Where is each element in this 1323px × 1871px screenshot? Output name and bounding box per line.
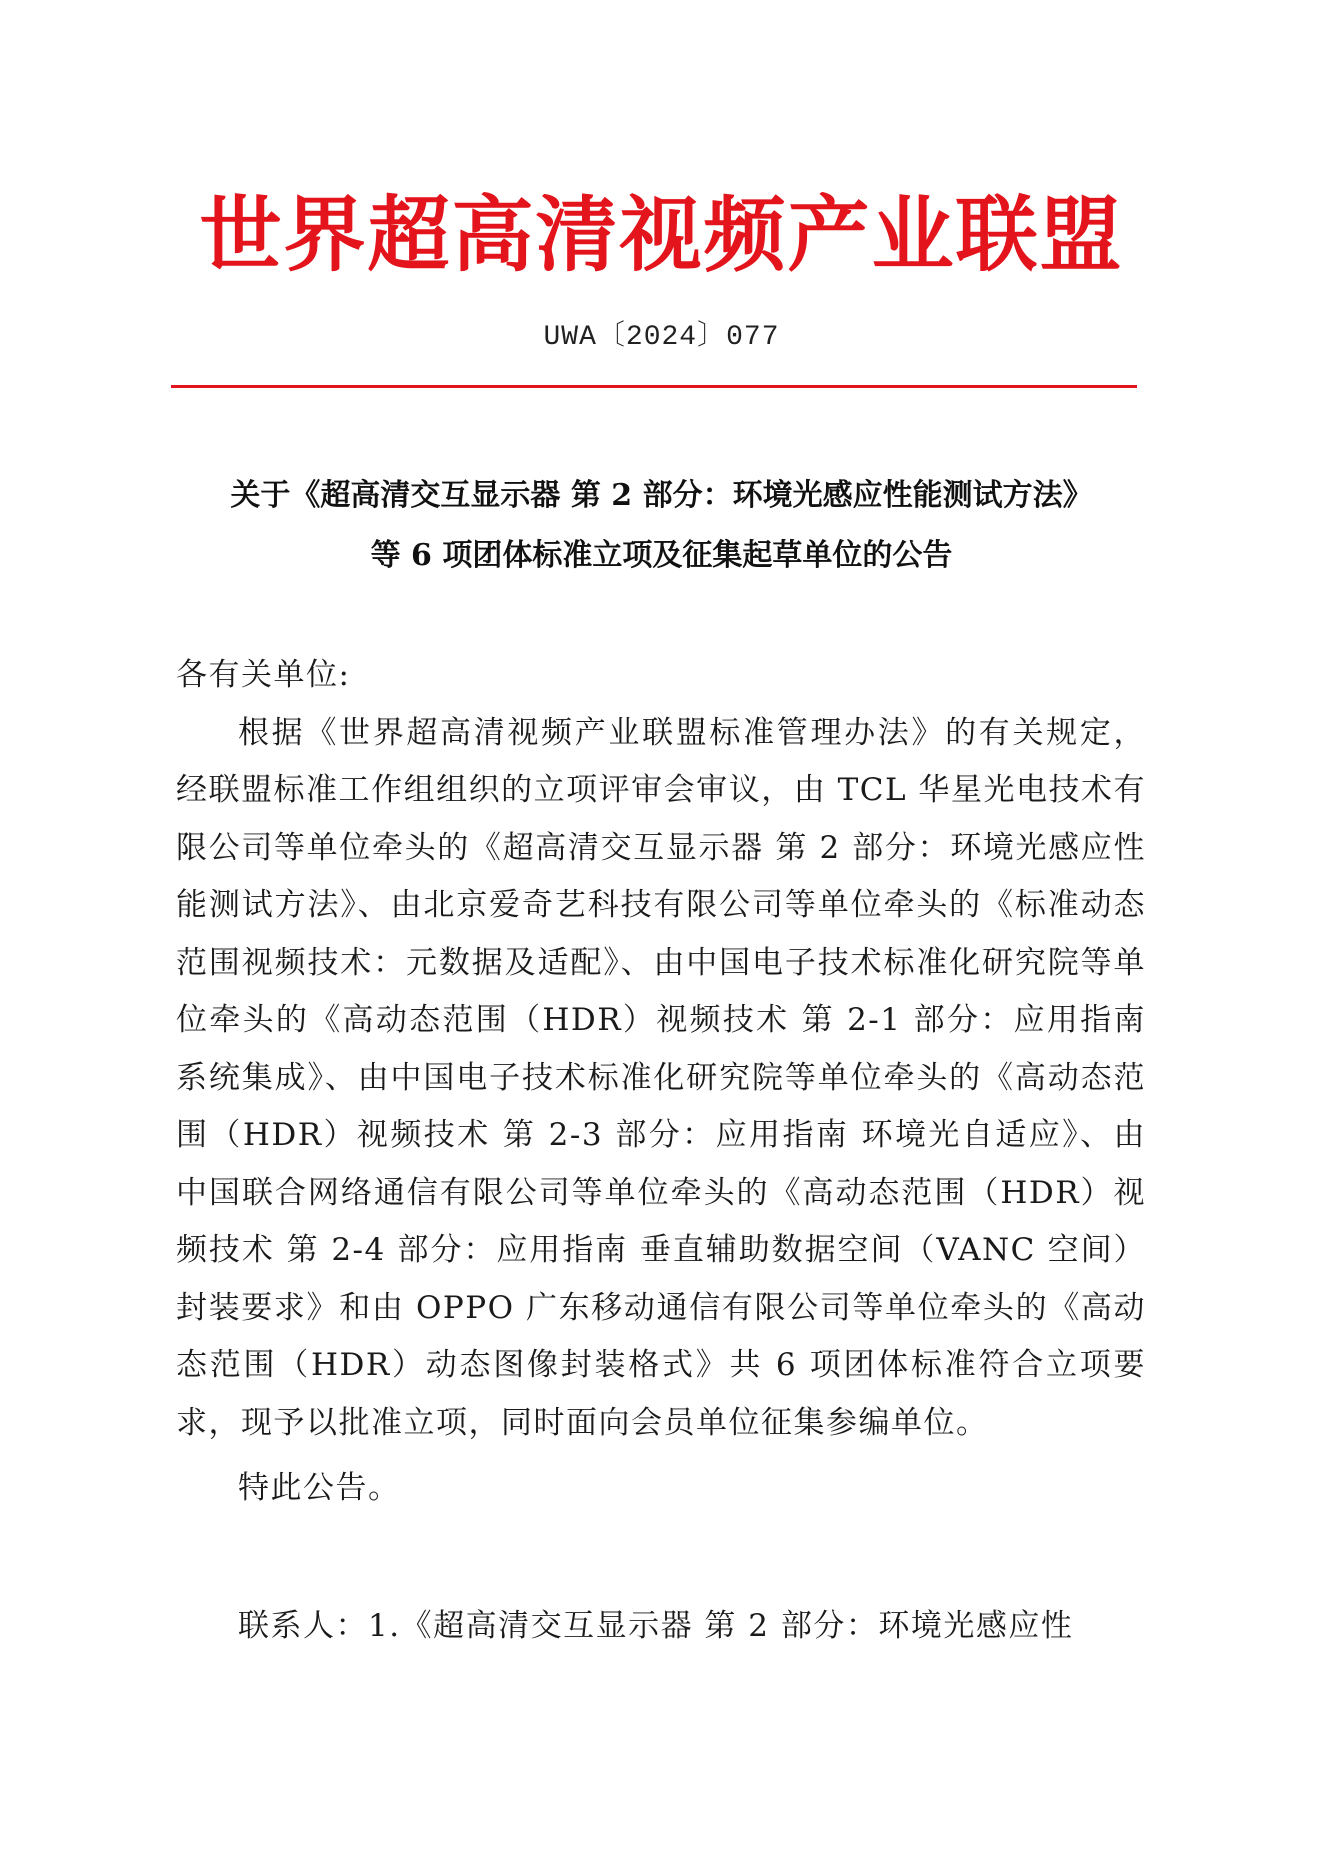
salutation: 各有关单位: [176, 657, 351, 693]
document-number: UWA〔2024〕077 [543, 322, 780, 353]
notice-title-line-2: 等 6 项团体标准立项及征集起草单位的公告 [370, 538, 953, 573]
main-paragraph: 根据《世界超高清视频产业联盟标准管理办法》的有关规定，经联盟标准工作组组织的立项评审会审议，由 TCL 华星光电技术有限公司等单位牵头的《超高清交互显示器 第 2 部分：环境光感应性能测试方法》、由北京爱奇艺科技有限公司等单位牵头的《标准动态范围视频技术：元数据及适配》、由中国电子技术标准化研究院等单位牵头的《高动态范围（HDR）视频技术 第 2-1 部分：应用指南 系统集成》、由中国电子技术标准化研究院等单位牵头的《高动态范围（HDR）视频技术 第 2-3 部分：应用指南 环境光自适应》、由中国联合网络通信有限公司等单位牵头的《高动态范围（HDR）视频技术 第 2-4 部分：应用指南 垂直辅助数据空间（VANC 空间）封装要求》和由 OPPO 广东移动通信有限公司等单位牵头的《高动态范围（HDR）动态图像封装格式》共 6 项团体标准符合立项要求，现予以批准立项，同时面向会员单位征集参编单位。 [176, 714, 1146, 1441]
notice-title-line-1: 关于《超高清交互显示器 第 2 部分：环境光感应性能测试方法》 [230, 478, 1093, 513]
closing-statement: 特此公告。 [238, 1470, 401, 1506]
contact-line: 联系人：1.《超高清交互显示器 第 2 部分：环境光感应性 [238, 1607, 1074, 1644]
notice-body [176, 647, 1146, 1655]
red-divider [171, 385, 1137, 388]
notice-title [120, 466, 1203, 586]
organization-header: 世界超高清视频产业联盟 [199, 187, 1124, 283]
